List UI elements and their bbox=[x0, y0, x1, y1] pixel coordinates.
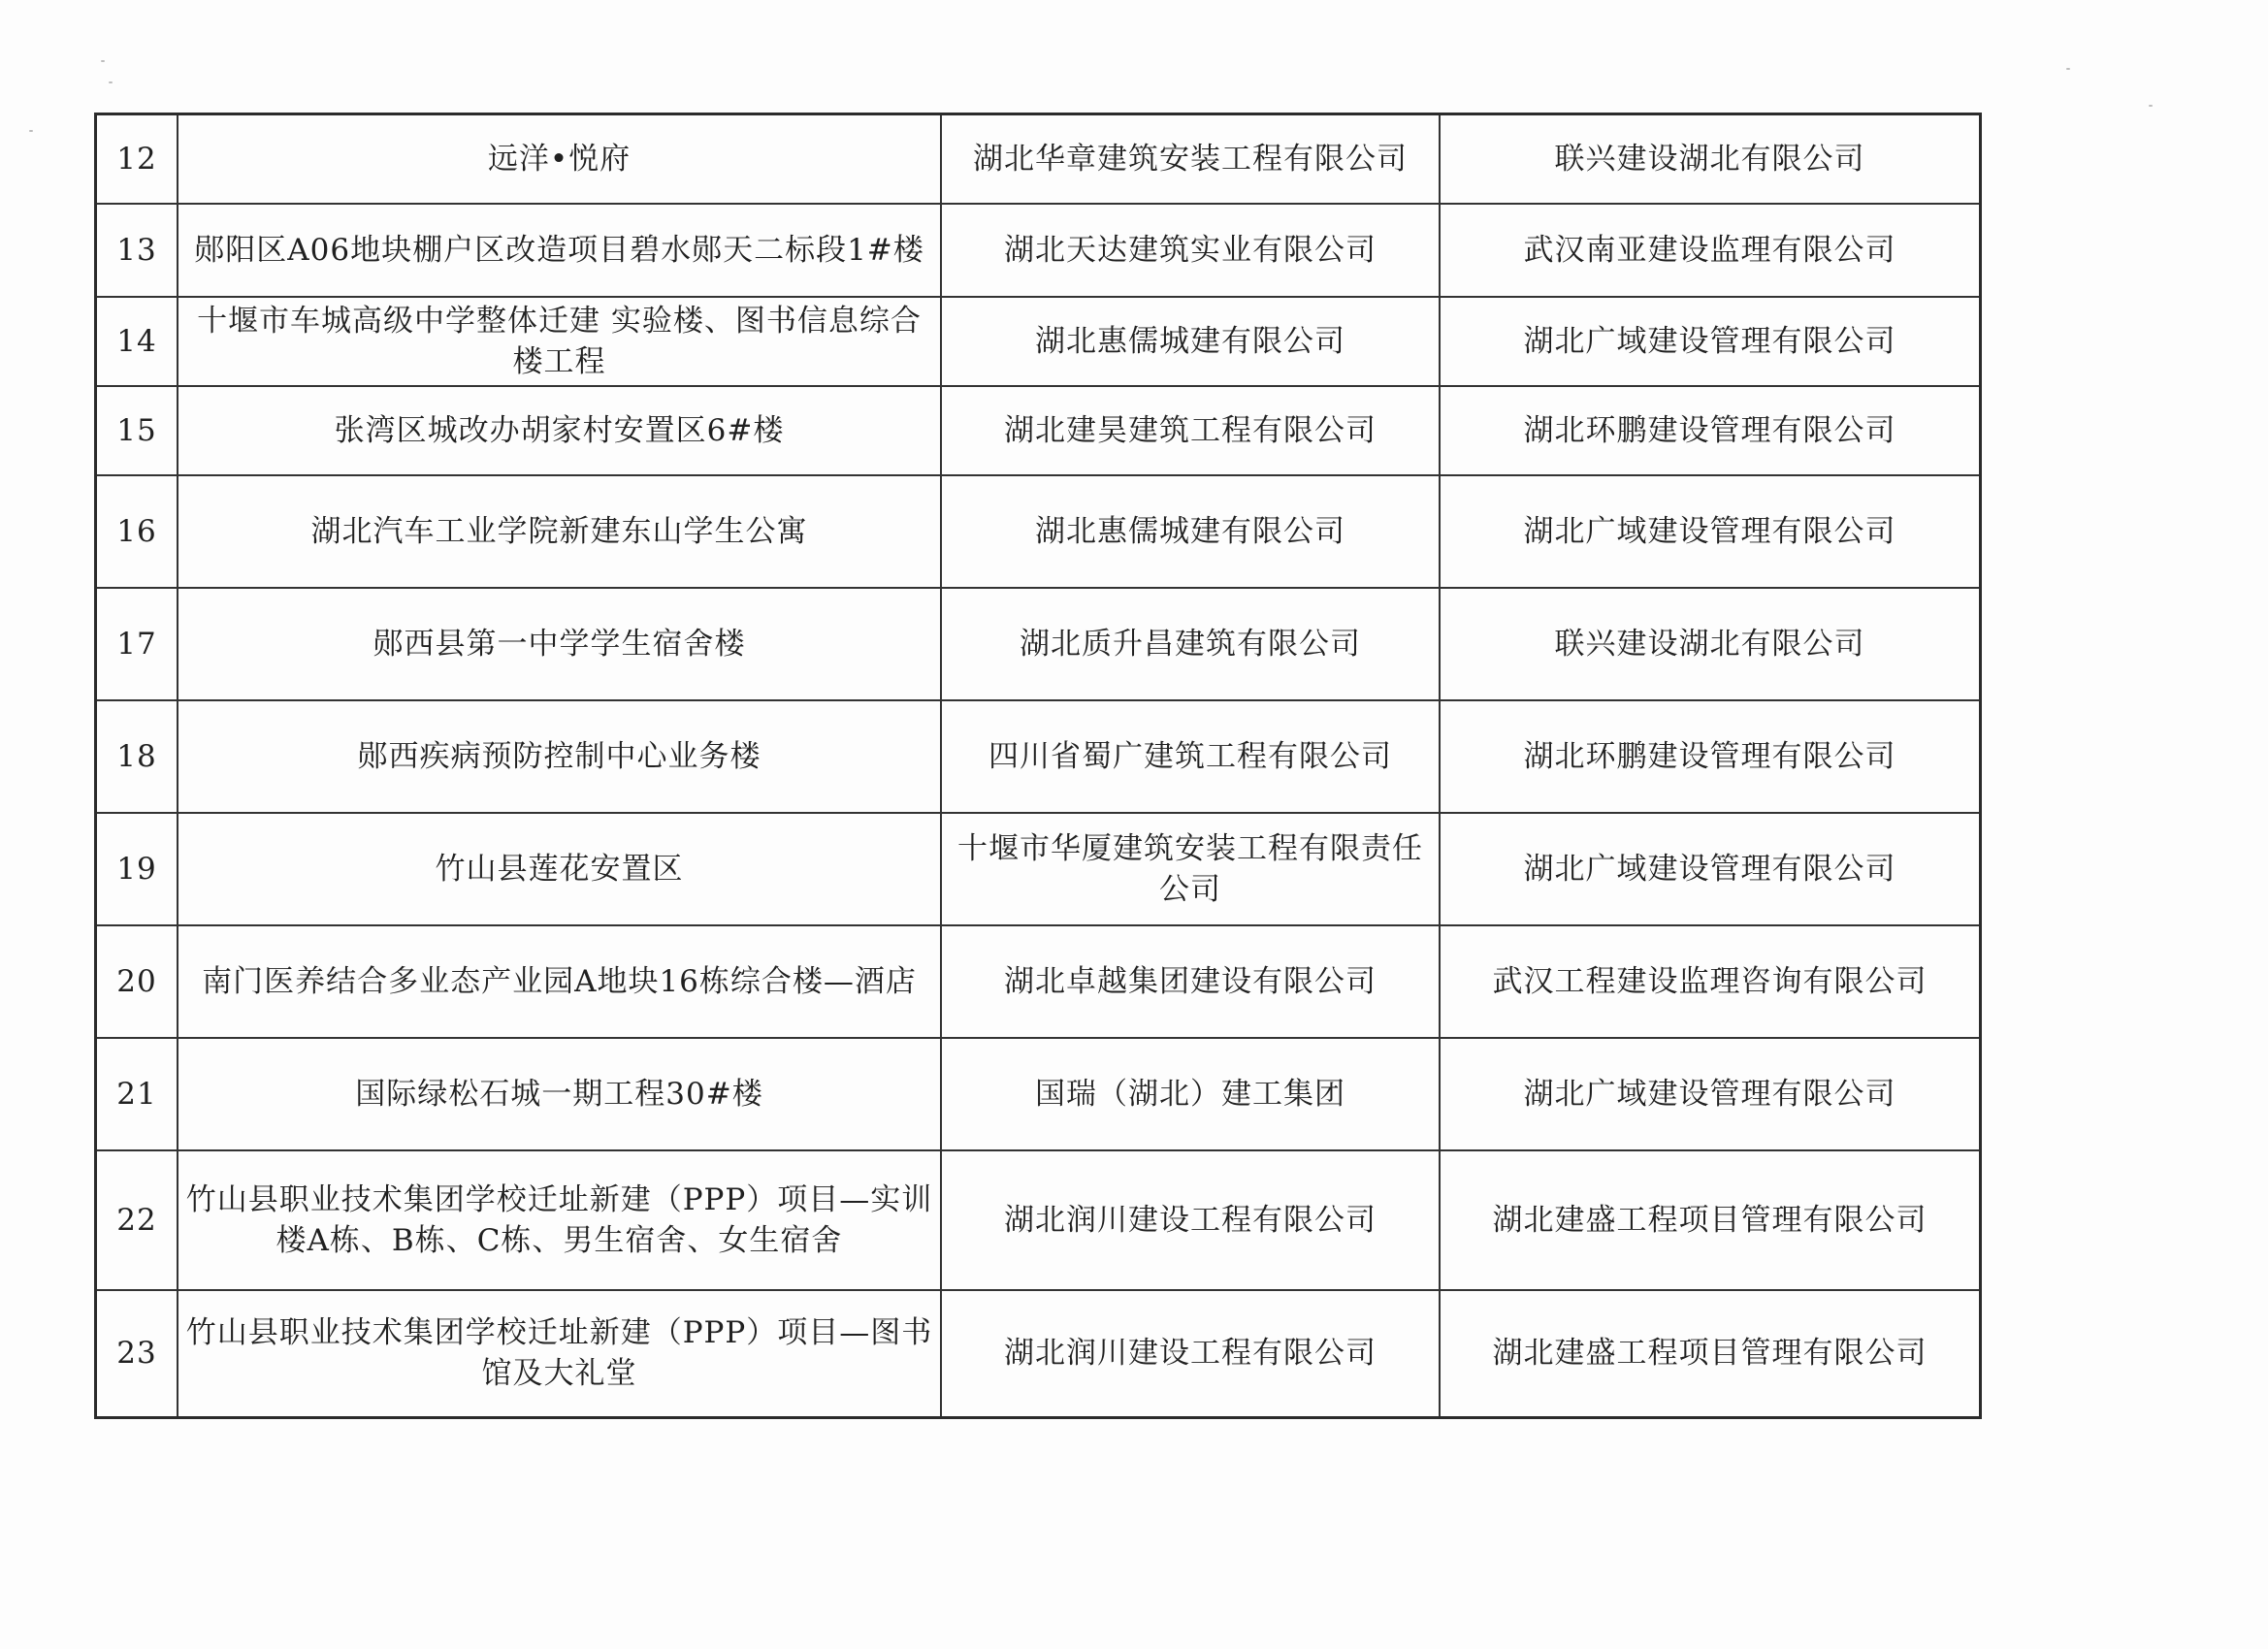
project-name: 张湾区城改办胡家村安置区6#楼 bbox=[178, 386, 941, 475]
row-number: 17 bbox=[96, 588, 178, 700]
row-number: 22 bbox=[96, 1150, 178, 1290]
table-row bbox=[96, 297, 1981, 386]
table-row bbox=[96, 813, 1981, 925]
construction-company: 湖北建昊建筑工程有限公司 bbox=[941, 386, 1440, 475]
construction-company: 湖北天达建筑实业有限公司 bbox=[941, 204, 1440, 297]
row-number: 19 bbox=[96, 813, 178, 925]
row-number: 21 bbox=[96, 1038, 178, 1150]
table-row bbox=[96, 1150, 1981, 1290]
supervision-company: 湖北广域建设管理有限公司 bbox=[1440, 813, 1981, 925]
supervision-company: 湖北建盛工程项目管理有限公司 bbox=[1440, 1150, 1981, 1290]
project-name: 竹山县职业技术集团学校迁址新建（PPP）项目—实训楼A栋、B栋、C栋、男生宿舍、女生宿舍 bbox=[178, 1150, 941, 1290]
project-name: 郧西县第一中学学生宿舍楼 bbox=[178, 588, 941, 700]
supervision-company: 湖北建盛工程项目管理有限公司 bbox=[1440, 1290, 1981, 1418]
supervision-company: 联兴建设湖北有限公司 bbox=[1440, 114, 1981, 204]
row-number: 13 bbox=[96, 204, 178, 297]
project-name: 郧阳区A06地块棚户区改造项目碧水郧天二标段1#楼 bbox=[178, 204, 941, 297]
table-row bbox=[96, 386, 1981, 475]
table-row bbox=[96, 925, 1981, 1038]
construction-company: 湖北润川建设工程有限公司 bbox=[941, 1290, 1440, 1418]
construction-company: 湖北质升昌建筑有限公司 bbox=[941, 588, 1440, 700]
row-number: 12 bbox=[96, 114, 178, 204]
construction-company: 四川省蜀广建筑工程有限公司 bbox=[941, 700, 1440, 813]
supervision-company: 湖北广域建设管理有限公司 bbox=[1440, 297, 1981, 386]
project-name: 郧西疾病预防控制中心业务楼 bbox=[178, 700, 941, 813]
row-number: 23 bbox=[96, 1290, 178, 1418]
supervision-company: 武汉南亚建设监理有限公司 bbox=[1440, 204, 1981, 297]
supervision-company: 湖北广域建设管理有限公司 bbox=[1440, 1038, 1981, 1150]
row-number: 15 bbox=[96, 386, 178, 475]
project-name: 十堰市车城高级中学整体迁建 实验楼、图书信息综合楼工程 bbox=[178, 297, 941, 386]
scan-speck bbox=[2066, 68, 2070, 70]
project-name: 竹山县莲花安置区 bbox=[178, 813, 941, 925]
row-number: 20 bbox=[96, 925, 178, 1038]
scan-speck bbox=[101, 60, 105, 62]
supervision-company: 武汉工程建设监理咨询有限公司 bbox=[1440, 925, 1981, 1038]
row-number: 18 bbox=[96, 700, 178, 813]
project-name: 国际绿松石城一期工程30#楼 bbox=[178, 1038, 941, 1150]
supervision-company: 湖北环鹏建设管理有限公司 bbox=[1440, 700, 1981, 813]
project-name: 远洋•悦府 bbox=[178, 114, 941, 204]
supervision-company: 湖北环鹏建设管理有限公司 bbox=[1440, 386, 1981, 475]
project-name: 南门医养结合多业态产业园A地块16栋综合楼—酒店 bbox=[178, 925, 941, 1038]
construction-company: 国瑞（湖北）建工集团 bbox=[941, 1038, 1440, 1150]
scan-speck bbox=[109, 81, 113, 83]
table-row bbox=[96, 114, 1981, 204]
project-name: 湖北汽车工业学院新建东山学生公寓 bbox=[178, 475, 941, 588]
construction-company: 湖北惠儒城建有限公司 bbox=[941, 297, 1440, 386]
construction-company: 湖北惠儒城建有限公司 bbox=[941, 475, 1440, 588]
construction-company: 湖北卓越集团建设有限公司 bbox=[941, 925, 1440, 1038]
project-name: 竹山县职业技术集团学校迁址新建（PPP）项目—图书馆及大礼堂 bbox=[178, 1290, 941, 1418]
table-row bbox=[96, 475, 1981, 588]
table-row bbox=[96, 588, 1981, 700]
construction-company: 湖北华章建筑安装工程有限公司 bbox=[941, 114, 1440, 204]
scan-speck bbox=[29, 130, 33, 132]
supervision-company: 联兴建设湖北有限公司 bbox=[1440, 588, 1981, 700]
project-table bbox=[94, 113, 1982, 1419]
construction-company: 十堰市华厦建筑安装工程有限责任公司 bbox=[941, 813, 1440, 925]
table-row bbox=[96, 1038, 1981, 1150]
table-row bbox=[96, 700, 1981, 813]
table-row bbox=[96, 1290, 1981, 1418]
row-number: 16 bbox=[96, 475, 178, 588]
row-number: 14 bbox=[96, 297, 178, 386]
scan-speck bbox=[2149, 105, 2153, 107]
table-row bbox=[96, 204, 1981, 297]
supervision-company: 湖北广域建设管理有限公司 bbox=[1440, 475, 1981, 588]
construction-company: 湖北润川建设工程有限公司 bbox=[941, 1150, 1440, 1290]
